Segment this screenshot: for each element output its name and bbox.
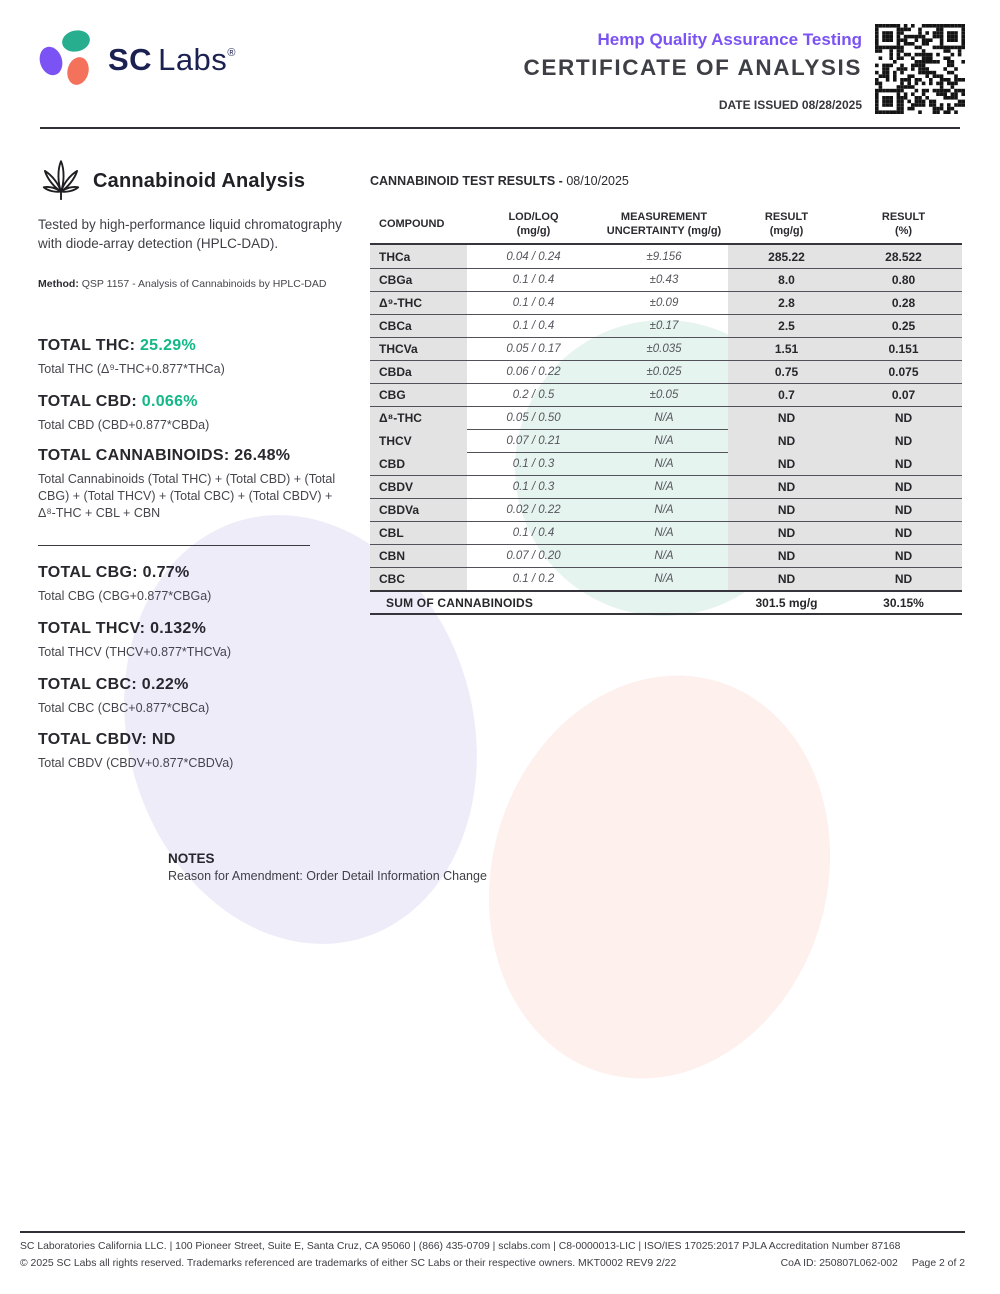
compound-cell: CBGa <box>370 268 467 291</box>
result-mg-cell: ND <box>728 429 845 452</box>
uncertainty-cell: N/A <box>600 429 728 452</box>
uncertainty-cell: ±9.156 <box>646 250 682 263</box>
column-header: RESULT (mg/g) <box>764 210 809 237</box>
date-issued: DATE ISSUED 08/28/2025 <box>718 98 862 112</box>
total-cbc-section <box>38 676 350 717</box>
table-row <box>370 268 962 291</box>
table-row <box>370 429 962 452</box>
table-row <box>370 383 962 406</box>
result-mg-cell: 285.22 <box>728 245 845 268</box>
result-mg-cell: 2.8 <box>728 291 845 314</box>
total-thc-formula: Total THC (Δ⁹-THC+0.877*THCa) <box>38 362 225 376</box>
table-row <box>370 314 962 337</box>
total-cbd-formula: Total CBD (CBD+0.877*CBDa) <box>38 418 210 432</box>
lod-loq-cell: 0.05 / 0.17 <box>467 337 600 360</box>
lod-loq-cell: 0.2 / 0.5 <box>467 383 600 406</box>
certificate-title: CERTIFICATE OF ANALYSIS <box>523 55 862 80</box>
result-pct-cell: 0.075 <box>845 360 962 383</box>
logo-mark-icon <box>36 28 98 91</box>
table-row <box>370 475 962 498</box>
lod-loq-cell: 0.02 / 0.22 <box>467 498 600 521</box>
total-cbc-formula: Total CBC (CBC+0.877*CBCa) <box>38 701 210 715</box>
header-title-block <box>432 30 862 112</box>
table-title-text: CANNABINOID TEST RESULTS - <box>370 174 563 188</box>
total-cbdv-value: ND <box>151 731 176 748</box>
notes-section <box>168 851 508 883</box>
total-thcv-formula: Total THCV (THCV+0.877*THCVa) <box>38 645 231 659</box>
uncertainty-cell: N/A <box>600 452 728 475</box>
result-mg-cell: 0.75 <box>728 360 845 383</box>
total-thcv-section <box>38 620 350 661</box>
lod-loq-cell: 0.1 / 0.4 <box>467 521 600 544</box>
compound-cell: CBC <box>370 567 467 590</box>
lod-loq-cell: 0.07 / 0.21 <box>467 429 600 452</box>
left-column-divider <box>38 545 310 546</box>
compound-cell: CBDa <box>370 360 467 383</box>
uncertainty-cell: N/A <box>600 521 728 544</box>
lod-loq-cell: 0.04 / 0.24 <box>506 250 561 263</box>
sum-result-mg: 301.5 mg/g <box>755 595 818 610</box>
total-cbd-label: TOTAL CBD: <box>38 393 137 410</box>
uncertainty-cell: N/A <box>600 406 728 429</box>
footer-copyright: © 2025 SC Labs all rights reserved. Trademarks referenced are trademarks of either SC Labs or their respective owners. MKT0002 REV9 2/22 <box>20 1258 677 1269</box>
lod-loq-cell: 0.1 / 0.3 <box>467 452 600 475</box>
method-line <box>38 278 358 290</box>
result-mg-cell: 2.5 <box>728 314 845 337</box>
cannabinoid-analysis-heading <box>38 156 305 207</box>
method-label: Method: <box>38 278 79 290</box>
result-mg-cell: ND <box>728 521 845 544</box>
sum-label: SUM OF CANNABINOIDS <box>386 595 534 610</box>
result-pct-cell: 0.25 <box>845 314 962 337</box>
total-cannabinoids-section <box>38 447 350 522</box>
result-pct-cell: ND <box>845 452 962 475</box>
sum-result-pct: 30.15% <box>883 595 924 610</box>
total-thc-value: 25.29% <box>139 337 197 354</box>
result-pct-cell: ND <box>845 521 962 544</box>
uncertainty-cell: ±0.17 <box>600 314 728 337</box>
logo-text <box>108 42 236 78</box>
column-header: COMPOUND <box>379 217 445 230</box>
compound-cell: THCVa <box>370 337 467 360</box>
compound-cell: THCV <box>370 429 467 452</box>
result-pct-cell: 0.151 <box>845 337 962 360</box>
lod-loq-cell: 0.07 / 0.20 <box>467 544 600 567</box>
result-mg-cell: ND <box>728 544 845 567</box>
uncertainty-cell: N/A <box>600 498 728 521</box>
total-cbg-formula: Total CBG (CBG+0.877*CBGa) <box>38 589 212 603</box>
total-thcv-label: TOTAL THCV: <box>38 620 146 637</box>
table-row <box>370 521 962 544</box>
result-mg-cell: ND <box>728 452 845 475</box>
total-cbc-value: 0.22% <box>141 676 189 693</box>
table-row <box>370 291 962 314</box>
sc-labs-logo <box>36 28 236 91</box>
compound-cell: CBDVa <box>370 498 467 521</box>
result-pct-cell: ND <box>845 498 962 521</box>
column-header: RESULT (%) <box>881 210 926 237</box>
result-pct-cell: ND <box>845 475 962 498</box>
lod-loq-cell: 0.1 / 0.4 <box>467 291 600 314</box>
table-title <box>370 174 629 188</box>
table-row <box>370 245 962 268</box>
lod-loq-cell: 0.1 / 0.3 <box>467 475 600 498</box>
total-cannabinoids-value: 26.48% <box>234 447 291 464</box>
lod-loq-cell: 0.1 / 0.4 <box>467 268 600 291</box>
uncertainty-cell: ±0.43 <box>600 268 728 291</box>
result-pct-cell: 28.522 <box>845 245 962 268</box>
total-cbdv-formula: Total CBDV (CBDV+0.877*CBDVa) <box>38 756 234 770</box>
total-thc-label: TOTAL THC: <box>38 337 136 354</box>
total-cbg-value: 0.77% <box>142 564 190 581</box>
notes-text: Reason for Amendment: Order Detail Information Change <box>168 869 487 883</box>
uncertainty-cell: ±0.025 <box>600 360 728 383</box>
result-pct-cell: 0.80 <box>845 268 962 291</box>
result-mg-cell: ND <box>728 567 845 590</box>
uncertainty-cell: N/A <box>600 567 728 590</box>
result-mg-cell: ND <box>728 475 845 498</box>
table-row <box>370 498 962 521</box>
total-cbd-section <box>38 393 350 434</box>
result-mg-cell: ND <box>728 406 845 429</box>
compound-cell: CBN <box>370 544 467 567</box>
result-pct-cell: 0.28 <box>845 291 962 314</box>
total-thcv-value: 0.132% <box>150 620 207 637</box>
total-cbd-value: 0.066% <box>141 393 198 410</box>
column-header: LOD/LOQ (mg/g) <box>508 210 559 237</box>
uncertainty-cell: ±0.09 <box>600 291 728 314</box>
total-cannabinoids-formula: Total Cannabinoids (Total THC) + (Total CBD) + (Total CBG) + (Total THCV) + (Total CBC) + (Total CBDV) + Δ⁸-THC + CBL + CBN <box>38 472 336 520</box>
column-header: MEASUREMENT UNCERTAINTY (mg/g) <box>606 210 722 237</box>
lod-loq-cell: 0.1 / 0.4 <box>467 314 600 337</box>
compound-cell: CBL <box>370 521 467 544</box>
logo-labs: Labs <box>158 41 228 77</box>
compound-cell: Δ⁹-THC <box>370 291 467 314</box>
total-cbc-label: TOTAL CBC: <box>38 676 137 693</box>
logo-sc: SC <box>108 41 153 77</box>
compound-cell: THCa <box>370 245 467 268</box>
result-mg-cell: 1.51 <box>728 337 845 360</box>
compound-cell: CBCa <box>370 314 467 337</box>
total-cbdv-label: TOTAL CBDV: <box>38 731 148 748</box>
result-mg-cell: ND <box>728 498 845 521</box>
result-pct-cell: ND <box>845 429 962 452</box>
table-row <box>370 567 962 590</box>
uncertainty-cell: N/A <box>600 475 728 498</box>
hemp-leaf-icon <box>38 156 84 207</box>
result-pct-cell: ND <box>845 544 962 567</box>
sum-row <box>370 590 962 615</box>
footer-coa-id: CoA ID: 250807L062-002 <box>780 1258 898 1269</box>
lod-loq-cell: 0.06 / 0.22 <box>467 360 600 383</box>
uncertainty-cell: ±0.05 <box>600 383 728 406</box>
lod-loq-cell: 0.1 / 0.2 <box>467 567 600 590</box>
cannabinoid-table-rows <box>370 245 962 590</box>
table-row <box>370 544 962 567</box>
table-row <box>370 406 962 429</box>
total-cbg-section <box>38 564 350 605</box>
table-row <box>370 452 962 475</box>
cannabinoid-table <box>370 205 962 615</box>
compound-cell: CBDV <box>370 475 467 498</box>
result-pct-cell: 0.07 <box>845 383 962 406</box>
result-mg-cell: 8.0 <box>728 268 845 291</box>
uncertainty-cell: ±0.035 <box>600 337 728 360</box>
result-mg-cell: 0.7 <box>728 383 845 406</box>
notes-title: NOTES <box>168 851 215 866</box>
compound-cell: Δ⁸-THC <box>370 406 467 429</box>
lod-loq-cell: 0.05 / 0.50 <box>467 406 600 429</box>
table-row <box>370 360 962 383</box>
method-value: QSP 1157 - Analysis of Cannabinoids by HPLC-DAD <box>78 278 327 290</box>
header-divider <box>40 127 960 129</box>
footer-line2 <box>20 1258 965 1269</box>
registered-mark: ® <box>227 46 236 59</box>
total-cbdv-section <box>38 731 350 772</box>
footer-lab-info: SC Laboratories California LLC. | 100 Pioneer Street, Suite E, Santa Cruz, CA 95060 | (866) 435-0709 | sclabs.com | C8-0000013-LIC | ISO/IES 17025:2017 PJLA Accreditation Number 87168 <box>20 1241 901 1252</box>
cannabinoid-table-header <box>370 205 962 245</box>
compound-cell: CBG <box>370 383 467 406</box>
qr-code <box>875 24 965 114</box>
total-cannabinoids-label: TOTAL CANNABINOIDS: <box>38 447 230 464</box>
result-pct-cell: ND <box>845 567 962 590</box>
table-row <box>370 337 962 360</box>
section-title: Cannabinoid Analysis <box>93 170 306 192</box>
table-title-date: 08/10/2025 <box>566 174 629 188</box>
compound-cell: CBD <box>370 452 467 475</box>
total-cbg-label: TOTAL CBG: <box>38 564 138 581</box>
program-title: Hemp Quality Assurance Testing <box>597 30 862 49</box>
footer-page-number: Page 2 of 2 <box>911 1258 965 1269</box>
result-pct-cell: ND <box>845 406 962 429</box>
uncertainty-cell: N/A <box>600 544 728 567</box>
total-thc-section <box>38 337 350 378</box>
analysis-description: Tested by high-performance liquid chromatography with diode-array detection (HPLC-DAD). <box>38 217 342 252</box>
footer-divider <box>20 1231 965 1233</box>
